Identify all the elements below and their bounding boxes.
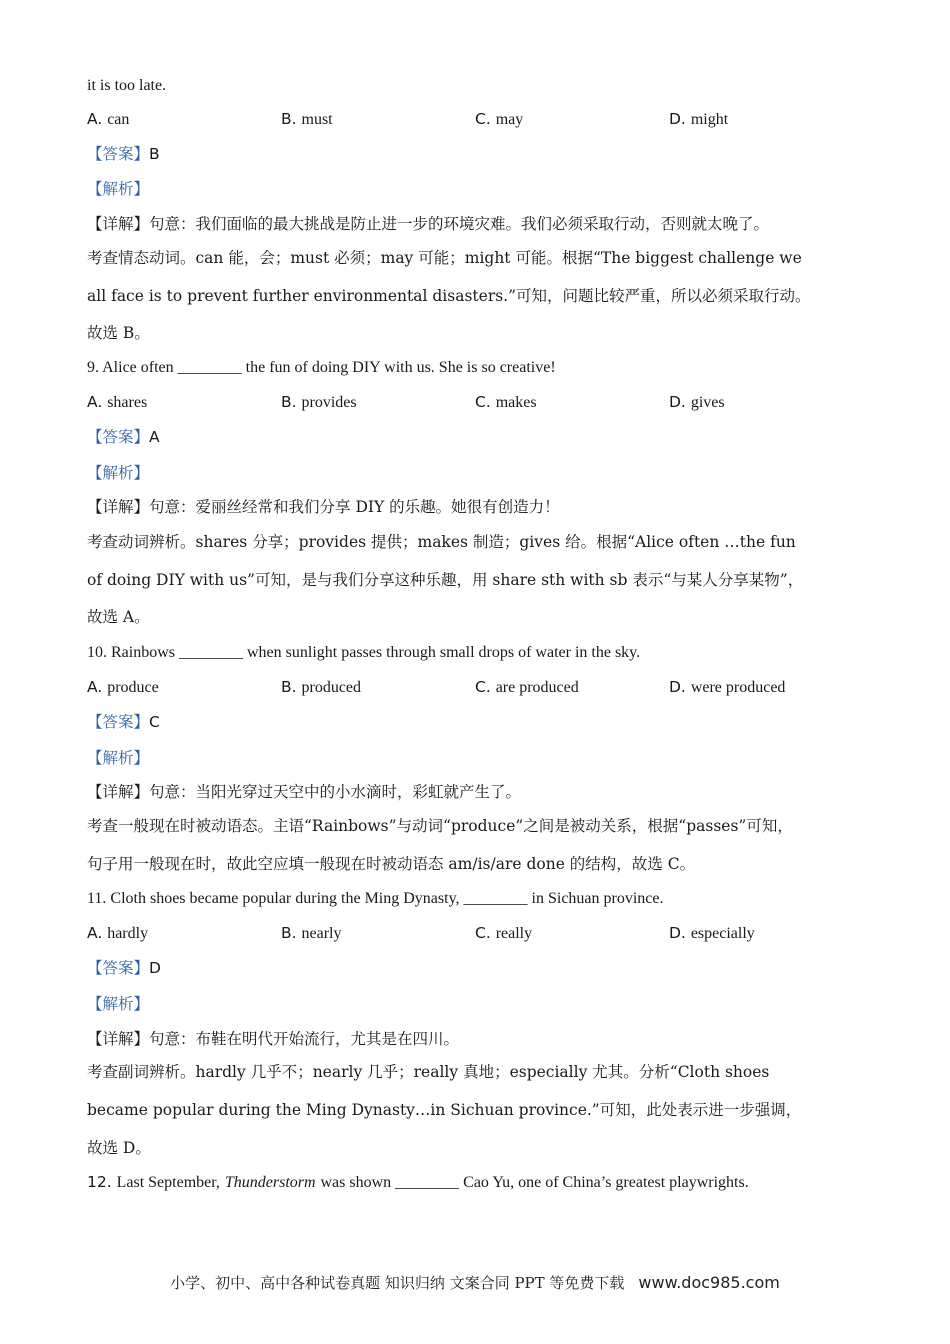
q8-explanation-line-1: 考查情态动词。can 能，会；must 必须；may 可能；might 可能。根据“The biggest challenge we [87, 249, 802, 267]
q9-detail: 【详解】句意：爱丽丝经常和我们分享 DIY 的乐趣。她很有创造力！ [87, 498, 560, 516]
q12-stem: 12. Last September, Thunderstorm was shown ________ Cao Yu, one of China’s greatest playwrights. [87, 1173, 749, 1191]
q11-option-a: A. hardly [87, 924, 149, 942]
q11-detail: 【详解】句意：布鞋在明代开始流行，尤其是在四川。 [87, 1030, 460, 1048]
q8-stem-tail: it is too late. [87, 77, 167, 94]
q11-stem: 11. Cloth shoes became popular during the Ming Dynasty, ________ in Sichuan province. [87, 890, 664, 907]
q10-analysis-tag: 【解析】 [87, 749, 150, 767]
q11-option-d: D. especially [669, 924, 755, 942]
q10-answer: 【答案】C [87, 713, 160, 731]
q8-analysis-tag: 【解析】 [87, 180, 150, 198]
q8-option-a: A. can [87, 110, 130, 128]
footer-url[interactable]: www.doc985.com [638, 1273, 780, 1292]
q9-explanation-line-2: of doing DIY with us”可知，是与我们分享这种乐趣，用 share sth with sb 表示“与某人分享某物”， [87, 571, 804, 589]
q9-option-a: A. shares [87, 393, 148, 411]
q11-option-c: C. really [475, 924, 533, 942]
q10-explanation-line-1: 考查一般现在时被动语态。主语“Rainbows”与动词“produce”之间是被动关系，根据“passes”可知， [87, 817, 793, 835]
q9-explanation-line-1: 考查动词辨析。shares 分享；provides 提供；makes 制造；gives 给。根据“Alice often …the fun [87, 533, 796, 551]
q8-explanation-line-2: all face is to prevent further environmental disasters.”可知，问题比较严重，所以必须采取行动。 [87, 287, 811, 305]
page-footer [0, 1272, 950, 1293]
footer-text: 小学、初中、高中各种试卷真题 知识归纳 文案合同 PPT 等免费下载 [170, 1274, 625, 1292]
q9-explanation-line-3: 故选 A。 [87, 608, 150, 626]
q8-detail: 【详解】句意：我们面临的最大挑战是防止进一步的环境灾难。我们必须采取行动，否则就太晚了。 [87, 215, 770, 233]
q9-analysis-tag: 【解析】 [87, 464, 150, 482]
q9-stem: 9. Alice often ________ the fun of doing DIY with us. She is so creative! [87, 359, 556, 376]
q8-answer: 【答案】B [87, 145, 160, 163]
q10-option-b: B. produced [281, 678, 362, 696]
q10-detail: 【详解】句意：当阳光穿过天空中的小水滴时，彩虹就产生了。 [87, 783, 522, 801]
q10-option-c: C. are produced [475, 678, 579, 696]
q10-option-a: A. produce [87, 678, 159, 696]
q9-answer: 【答案】A [87, 428, 160, 446]
q8-option-d: D. might [669, 110, 729, 128]
q11-option-b: B. nearly [281, 924, 342, 942]
q11-explanation-line-3: 故选 D。 [87, 1139, 151, 1157]
q11-analysis-tag: 【解析】 [87, 995, 150, 1013]
q10-option-d: D. were produced [669, 678, 786, 696]
q11-answer: 【答案】D [87, 959, 161, 977]
q9-option-b: B. provides [281, 393, 357, 411]
q11-explanation-line-1: 考查副词辨析。hardly 几乎不；nearly 几乎；really 真地；especially 尤其。分析“Cloth shoes [87, 1063, 770, 1081]
q10-stem: 10. Rainbows ________ when sunlight passes through small drops of water in the sky. [87, 644, 641, 661]
q9-option-d: D. gives [669, 393, 725, 411]
q9-option-c: C. makes [475, 393, 537, 411]
q11-explanation-line-2: became popular during the Ming Dynasty…in Sichuan province.”可知，此处表示进一步强调， [87, 1101, 802, 1119]
q8-explanation-line-3: 故选 B。 [87, 324, 150, 342]
q8-option-b: B. must [281, 110, 333, 128]
q8-option-c: C. may [475, 110, 524, 128]
q10-explanation-line-2: 句子用一般现在时，故此空应填一般现在时被动语态 am/is/are done 的结构，故选 C。 [87, 855, 696, 873]
